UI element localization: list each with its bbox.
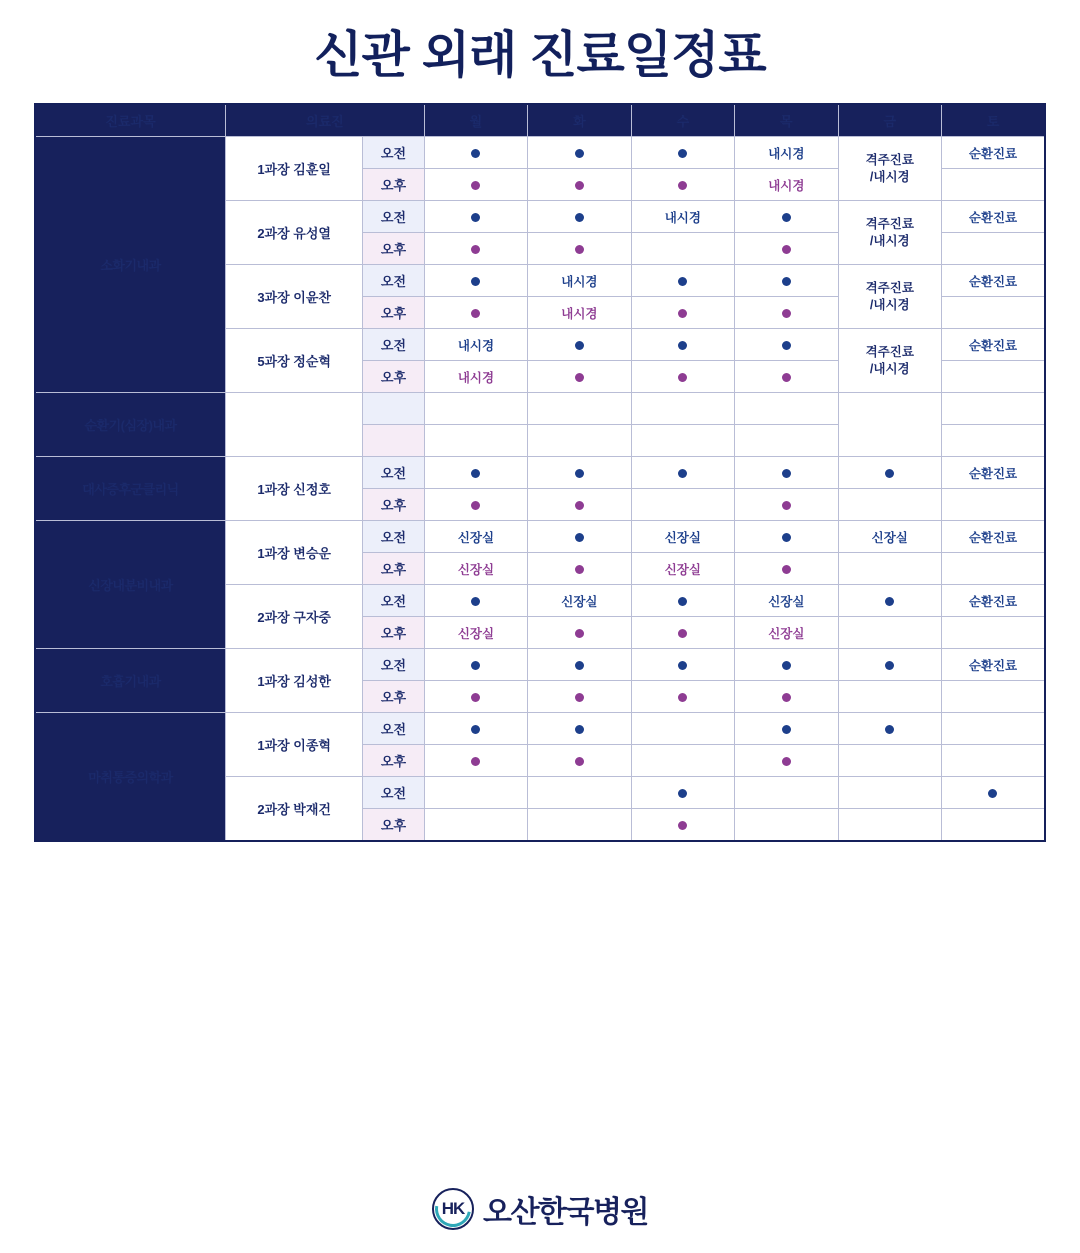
table-body [35,137,1045,842]
schedule-dot-cell [631,169,734,201]
schedule-note: 격주진료 /내시경 [865,152,914,184]
schedule-dot-cell [424,137,527,169]
schedule-dot-cell [631,329,734,361]
schedule-dot-cell [528,617,631,649]
schedule-dot-cell [735,553,838,585]
header-mon: 월 [424,104,527,137]
schedule-empty-cell [941,713,1045,745]
schedule-dot-cell [528,233,631,265]
schedule-empty-cell [424,777,527,809]
availability-dot [471,149,480,158]
schedule-table-wrap [0,103,1080,842]
period-label-pm: 오후 [363,681,424,713]
schedule-dot-cell [528,745,631,777]
schedule-dot-cell [528,361,631,393]
logo-mark-text: HK [441,1199,465,1218]
availability-dot [575,341,584,350]
schedule-dot-cell [735,745,838,777]
schedule-text-cell [735,137,838,169]
schedule-empty-cell [941,233,1045,265]
period-label-am: 오전 [363,521,424,553]
schedule-note: 순환진료 [968,146,1018,161]
availability-dot [471,213,480,222]
schedule-dot-cell [735,329,838,361]
availability-dot [782,501,791,510]
friday-merged-cell [838,329,941,393]
schedule-dot-cell [424,649,527,681]
schedule-empty-cell [424,425,527,457]
schedule-dot-cell [735,713,838,745]
period-label-pm: 오후 [363,361,424,393]
availability-dot [678,597,687,606]
availability-dot [782,565,791,574]
schedule-text-cell [528,585,631,617]
schedule-dot-cell [424,585,527,617]
schedule-dot-cell [424,681,527,713]
table-row [35,521,1045,553]
schedule-empty-cell [941,169,1045,201]
doctor-name-cell: 3과장 이윤찬 [226,265,363,329]
logo-text: 오산한국병원 [483,1196,648,1229]
schedule-empty-cell [838,553,941,585]
availability-dot [782,341,791,350]
availability-dot [575,629,584,638]
availability-dot [471,245,480,254]
schedule-empty-cell [838,745,941,777]
schedule-empty-cell [528,393,631,425]
schedule-text-cell [424,521,527,553]
schedule-dot-cell [424,713,527,745]
schedule-text-cell [941,585,1045,617]
availability-dot [575,213,584,222]
schedule-empty-cell [528,425,631,457]
doctor-name-cell: 2과장 박재건 [226,777,363,842]
availability-dot [471,181,480,190]
friday-merged-cell [838,201,941,265]
schedule-table [34,103,1046,842]
page-title: 신관 외래 진료일정표 [314,27,766,83]
doctor-name-cell: 1과장 신정호 [226,457,363,521]
header-fri: 금 [838,104,941,137]
schedule-note: 내시경 [561,306,598,321]
schedule-text-cell [941,137,1045,169]
availability-dot [678,821,687,830]
availability-dot [782,693,791,702]
schedule-text-cell [424,617,527,649]
schedule-dot-cell [735,489,838,521]
doctor-name-cell: 1과장 이종혁 [226,713,363,777]
schedule-text-cell [735,585,838,617]
schedule-note: 격주진료 /내시경 [865,216,914,248]
schedule-dot-cell [424,297,527,329]
header-row [35,104,1045,137]
doctor-name-cell: 5과장 정순혁 [226,329,363,393]
schedule-note: 내시경 [561,274,598,289]
schedule-empty-cell [941,297,1045,329]
period-label-am [363,393,424,425]
schedule-text-cell [941,649,1045,681]
availability-dot [678,693,687,702]
schedule-empty-cell [941,361,1045,393]
table-header [35,104,1045,137]
period-label-am: 오전 [363,137,424,169]
schedule-empty-cell [838,809,941,842]
availability-dot [471,725,480,734]
schedule-note: 신장실 [664,562,701,577]
friday-merged-cell [838,265,941,329]
header-sat: 토 [941,104,1045,137]
schedule-note: 격주진료 /내시경 [865,280,914,312]
schedule-dot-cell [735,521,838,553]
schedule-note: 신장실 [768,626,805,641]
availability-dot [678,469,687,478]
schedule-text-cell [838,521,941,553]
schedule-dot-cell [528,649,631,681]
header-doctor: 의료진 [226,104,425,137]
period-label-am: 오전 [363,649,424,681]
availability-dot [575,725,584,734]
availability-dot [782,661,791,670]
period-label-pm: 오후 [363,553,424,585]
schedule-empty-cell [838,617,941,649]
schedule-dot-cell [528,201,631,233]
schedule-text-cell [528,297,631,329]
availability-dot [575,693,584,702]
schedule-text-cell [941,201,1045,233]
department-cell: 순환기(심장)내과 [35,393,226,457]
schedule-dot-cell [941,777,1045,809]
schedule-dot-cell [631,585,734,617]
availability-dot [678,181,687,190]
schedule-text-cell [941,521,1045,553]
header-dept: 진료과목 [35,104,226,137]
schedule-note: 순환진료 [968,658,1018,673]
period-label-am: 오전 [363,585,424,617]
availability-dot [678,661,687,670]
schedule-dot-cell [735,233,838,265]
availability-dot [782,373,791,382]
availability-dot [885,661,894,670]
schedule-dot-cell [838,649,941,681]
availability-dot [471,277,480,286]
availability-dot [471,501,480,510]
period-label-pm: 오후 [363,809,424,842]
department-cell: 대사증후군클리닉 [35,457,226,521]
schedule-dot-cell [631,649,734,681]
schedule-dot-cell [631,777,734,809]
schedule-empty-cell [735,777,838,809]
availability-dot [575,373,584,382]
schedule-dot-cell [735,265,838,297]
period-label-pm: 오후 [363,489,424,521]
schedule-note: 격주진료 /내시경 [865,344,914,376]
schedule-empty-cell [424,809,527,842]
schedule-text-cell [941,457,1045,489]
schedule-empty-cell [528,809,631,842]
schedule-note: 내시경 [768,178,805,193]
table-row [35,713,1045,745]
schedule-empty-cell [631,745,734,777]
availability-dot [782,533,791,542]
period-label-am: 오전 [363,777,424,809]
schedule-dot-cell [631,137,734,169]
doctor-name-cell [226,393,363,457]
swoosh-icon [428,1184,478,1234]
schedule-dot-cell [631,265,734,297]
schedule-dot-cell [528,489,631,521]
schedule-text-cell [424,553,527,585]
period-label-pm: 오후 [363,169,424,201]
schedule-note: 내시경 [457,370,495,385]
schedule-dot-cell [424,457,527,489]
availability-dot [782,213,791,222]
availability-dot [575,501,584,510]
schedule-empty-cell [735,393,838,425]
department-cell: 신장내분비내과 [35,521,226,649]
friday-merged-cell [838,137,941,201]
table-row [35,393,1045,425]
schedule-text-cell [735,617,838,649]
period-label-am: 오전 [363,457,424,489]
schedule-note: 순환진료 [968,530,1018,545]
schedule-empty-cell [941,393,1045,425]
doctor-name-cell: 1과장 변승운 [226,521,363,585]
schedule-text-cell [631,521,734,553]
schedule-empty-cell [631,713,734,745]
table-row [35,137,1045,169]
schedule-dot-cell [528,553,631,585]
header-wed: 수 [631,104,734,137]
schedule-note: 신장실 [457,626,495,641]
availability-dot [782,725,791,734]
availability-dot [471,597,480,606]
schedule-note: 내시경 [457,338,495,353]
availability-dot [575,149,584,158]
doctor-name-cell: 2과장 유성열 [226,201,363,265]
schedule-empty-cell [941,425,1045,457]
schedule-dot-cell [631,809,734,842]
schedule-dot-cell [735,681,838,713]
schedule-dot-cell [838,713,941,745]
availability-dot [678,789,687,798]
schedule-empty-cell [838,681,941,713]
schedule-empty-cell [735,425,838,457]
schedule-empty-cell [631,393,734,425]
logo-icon [432,1188,474,1230]
schedule-dot-cell [528,521,631,553]
hospital-logo [0,1187,1080,1231]
doctor-name-cell: 1과장 김성한 [226,649,363,713]
schedule-note: 신장실 [664,530,701,545]
schedule-dot-cell [838,457,941,489]
schedule-dot-cell [528,457,631,489]
schedule-dot-cell [528,329,631,361]
schedule-empty-cell [941,809,1045,842]
schedule-text-cell [631,553,734,585]
availability-dot [678,149,687,158]
schedule-empty-cell [735,809,838,842]
schedule-note: 신장실 [457,562,495,577]
doctor-name-cell: 1과장 김훈일 [226,137,363,201]
schedule-dot-cell [631,361,734,393]
availability-dot [782,469,791,478]
schedule-note: 신장실 [561,594,598,609]
schedule-text-cell [941,265,1045,297]
availability-dot [575,181,584,190]
schedule-empty-cell [941,681,1045,713]
schedule-dot-cell [735,297,838,329]
department-cell: 마취통증의학과 [35,713,226,842]
period-label-pm: 오후 [363,745,424,777]
schedule-note: 순환진료 [968,466,1018,481]
table-row [35,457,1045,489]
schedule-text-cell [735,169,838,201]
schedule-dot-cell [424,489,527,521]
period-label-am: 오전 [363,713,424,745]
availability-dot [885,469,894,478]
schedule-dot-cell [424,745,527,777]
schedule-note: 신장실 [768,594,805,609]
schedule-dot-cell [631,681,734,713]
schedule-empty-cell [631,233,734,265]
availability-dot [678,341,687,350]
availability-dot [575,533,584,542]
availability-dot [678,309,687,318]
availability-dot [575,661,584,670]
header-thu: 목 [735,104,838,137]
schedule-empty-cell [941,553,1045,585]
availability-dot [471,661,480,670]
schedule-note: 순환진료 [968,274,1018,289]
schedule-empty-cell [941,617,1045,649]
availability-dot [575,245,584,254]
schedule-note: 신장실 [457,530,495,545]
period-label-am: 오전 [363,201,424,233]
schedule-note: 신장실 [871,530,908,545]
schedule-dot-cell [424,233,527,265]
schedule-text-cell [424,329,527,361]
schedule-dot-cell [735,201,838,233]
availability-dot [678,629,687,638]
availability-dot [885,597,894,606]
schedule-dot-cell [631,617,734,649]
schedule-dot-cell [528,137,631,169]
department-cell: 소화기내과 [35,137,226,393]
schedule-empty-cell [528,777,631,809]
period-label-pm: 오후 [363,617,424,649]
availability-dot [471,693,480,702]
availability-dot [885,725,894,734]
schedule-dot-cell [528,713,631,745]
period-label-am: 오전 [363,329,424,361]
availability-dot [575,565,584,574]
availability-dot [782,757,791,766]
schedule-text-cell [941,329,1045,361]
schedule-empty-cell [941,745,1045,777]
schedule-note: 순환진료 [968,210,1018,225]
schedule-dot-cell [735,361,838,393]
availability-dot [678,277,687,286]
schedule-dot-cell [528,169,631,201]
schedule-note: 내시경 [664,210,701,225]
schedule-dot-cell [424,201,527,233]
availability-dot [988,789,997,798]
doctor-name-cell: 2과장 구자중 [226,585,363,649]
schedule-dot-cell [735,457,838,489]
schedule-dot-cell [424,265,527,297]
availability-dot [782,277,791,286]
schedule-dot-cell [424,169,527,201]
header-tue: 화 [528,104,631,137]
schedule-note: 순환진료 [968,594,1018,609]
availability-dot [782,245,791,254]
schedule-empty-cell [838,489,941,521]
schedule-dot-cell [528,681,631,713]
schedule-empty-cell [631,425,734,457]
schedule-empty-cell [424,393,527,425]
schedule-dot-cell [631,297,734,329]
schedule-dot-cell [735,649,838,681]
schedule-text-cell [631,201,734,233]
availability-dot [471,309,480,318]
availability-dot [575,757,584,766]
availability-dot [782,309,791,318]
schedule-empty-cell [838,777,941,809]
schedule-dot-cell [838,585,941,617]
schedule-note: 내시경 [768,146,805,161]
period-label-pm [363,425,424,457]
table-row [35,649,1045,681]
department-cell: 호흡기내과 [35,649,226,713]
period-label-pm: 오후 [363,233,424,265]
period-label-pm: 오후 [363,297,424,329]
schedule-empty-cell [631,489,734,521]
availability-dot [471,757,480,766]
availability-dot [678,373,687,382]
friday-merged-cell [838,393,941,457]
period-label-am: 오전 [363,265,424,297]
schedule-dot-cell [631,457,734,489]
availability-dot [471,469,480,478]
schedule-text-cell [528,265,631,297]
availability-dot [575,469,584,478]
schedule-text-cell [424,361,527,393]
schedule-note: 순환진료 [968,338,1018,353]
schedule-empty-cell [941,489,1045,521]
